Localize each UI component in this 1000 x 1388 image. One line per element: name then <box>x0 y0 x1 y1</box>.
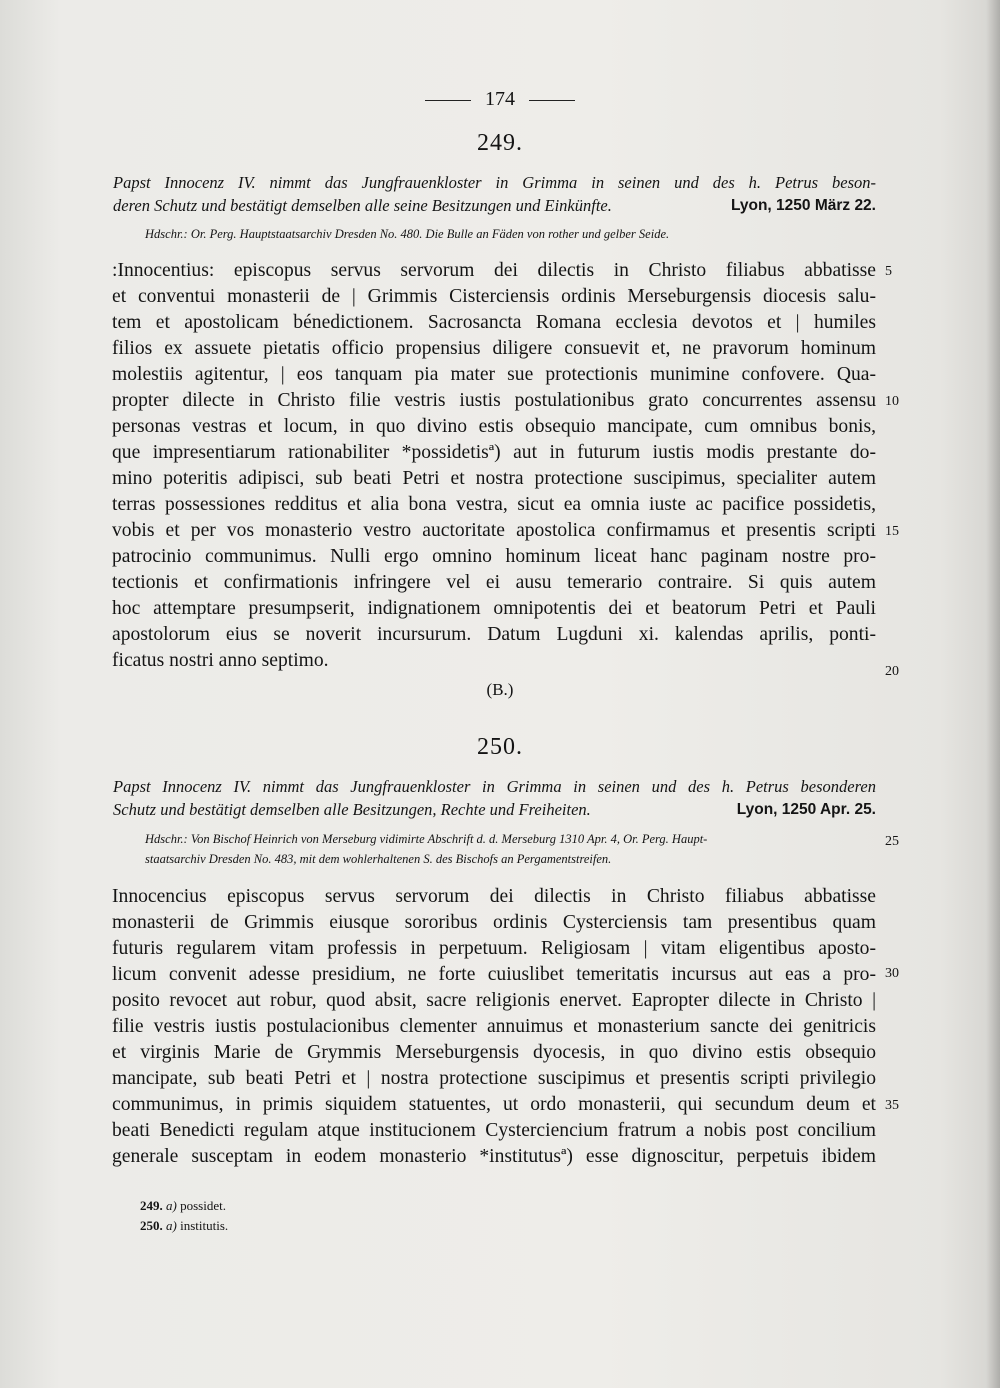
page-number <box>0 88 1000 111</box>
doc-250-text-line: monasterii de Grimmis eiusque sororibus ordinis Cysterciensis tam presentibus quam <box>112 912 876 933</box>
doc-250-text-line: futuris regularem vitam professis in perpetuum. Religiosam | vitam eligentibus aposto- <box>112 938 876 959</box>
page-number-left-rule <box>425 100 471 101</box>
page-number-right-rule <box>529 100 575 101</box>
doc-250-text-line: et virginis Marie de Grymmis Merseburgensis dyocesis, in quo divino estis obsequio <box>112 1042 876 1063</box>
footnote <box>140 1198 226 1214</box>
doc-250-regest <box>113 775 876 821</box>
margin-line-number: 20 <box>885 664 899 679</box>
doc-249-text-line: ficatus nostri anno septimo. <box>112 650 329 671</box>
margin-line-number: 25 <box>885 834 899 849</box>
doc-249-text-line: filios ex assuete pietatis officio propensius diligere consuevit et, ne pravorum hominum <box>112 338 876 359</box>
doc-249-regest-line-2 <box>113 194 876 217</box>
doc-249-regest-line-1: Papst Innocenz IV. nimmt das Jungfrauenkloster in Grimma in seinen und des h. Petrus beson- <box>113 173 876 192</box>
margin-line-number: 15 <box>885 524 899 539</box>
doc-249-text-line: tem et apostolicam bénedictionem. Sacrosancta Romana ecclesia devotos et | humiles <box>112 312 876 333</box>
doc-249-text-line: terras possessiones redditus et alia bona vestra, sicut ea omnia iuste ac pacifice possidetis, <box>112 494 876 515</box>
doc-249-text-line: apostolorum eius se noverit incursurum. Datum Lugduni xi. kalendas aprilis, ponti- <box>112 624 876 645</box>
doc-250-text-line: communimus, in primis siquidem statuentes, ut ordo monasterii, qui secundum deum et <box>112 1094 876 1115</box>
doc-250-text-line: beati Benedicti regulam atque institucionem Cysterciencium fratrum a nobis post concilium <box>112 1120 876 1141</box>
margin-line-number: 35 <box>885 1098 899 1113</box>
doc-249-seal-mark: (B.) <box>486 680 514 699</box>
doc-250-text-line: generale susceptam in eodem monasterio *institutusª) esse dignoscitur, perpetuis ibidem <box>112 1146 876 1167</box>
doc-250-source <box>145 829 876 869</box>
doc-249-regest-line-2-text: deren Schutz und bestätigt demselben alle seine Besitzungen und Einkünfte. <box>113 196 612 215</box>
doc-249-text-line: hoc attemptare presumpserit, indignationem omnipotentis dei et beatorum Petri et Pauli <box>112 598 876 619</box>
footnote-mark: a) <box>166 1218 177 1233</box>
doc-249-text-line: personas vestras et locum, in quo divino estis obsequio mancipate, cum omnibus bonis, <box>112 416 876 437</box>
doc-250-text-line: licum convenit adesse presidium, ne forte cuiuslibet temeritatis incursus aut eas a pro- <box>112 964 876 985</box>
doc-250-text-line: posito revocet aut robur, quod absit, sacre religionis enervet. Eapropter dilecte in Christo | <box>112 990 876 1011</box>
margin-line-number: 10 <box>885 394 899 409</box>
margin-line-number: 5 <box>885 264 892 279</box>
doc-249-text-line: :Innocentius: episcopus servus servorum dei dilectis in Christo filiabus abbatisse <box>112 260 876 281</box>
doc-249-text-line: tectionis et confirmationis infringere vel ei ausu temerario contraire. Si quis autem <box>112 572 876 593</box>
doc-249-text-line: vobis et per vos monasterio vestro auctoritate apostolica confirmamus et presentis scripti <box>112 520 876 541</box>
doc-249-text-line: patrocinio communimus. Nulli ergo omnino hominum liceat hanc paginam nostre pro- <box>112 546 876 567</box>
doc-250-source-line-2: staatsarchiv Dresden No. 483, mit dem wohlerhaltenen S. des Bischofs an Pergamentstreifen. <box>145 852 612 866</box>
doc-249-text-line: molestiis agitentur, | eos tanquam pia mater sue protectionis munimine confovere. Qua- <box>112 364 876 385</box>
doc-249-source: Hdschr.: Or. Perg. Hauptstaatsarchiv Dresden No. 480. Die Bulle an Fäden von rother und gelber Seide. <box>145 227 670 241</box>
doc-249-text-line: propter dilecte in Christo filie vestris iustis postulationibus grato concurrentes assensu <box>112 390 876 411</box>
doc-249-text-line: et conventui monasterii de | Grimmis Cisterciensis ordinis Merseburgensis diocesis salu- <box>112 286 876 307</box>
doc-250-regest-line-2-text: Schutz und bestätigt demselben alle Besitzungen, Rechte und Freiheiten. <box>113 800 591 819</box>
footnote-text: possidet. <box>180 1198 226 1213</box>
footnote <box>140 1218 228 1234</box>
doc-250-source-line-1: Hdschr.: Von Bischof Heinrich von Merseburg vidimirte Abschrift d. d. Merseburg 1310 Apr. 4, Or. Perg. Haupt- <box>145 832 708 846</box>
footnote-mark: a) <box>166 1198 177 1213</box>
doc-250-regest-line-2 <box>113 798 876 821</box>
doc-250-text-line: Innocencius episcopus servus servorum dei dilectis in Christo filiabus abbatisse <box>112 886 876 907</box>
footnote-ref: 249. <box>140 1198 163 1213</box>
doc-249-text-line: mino poteritis adipisci, sub beati Petri et nostra protectione suscipimus, specialiter autem <box>112 468 876 489</box>
footnote-text: institutis. <box>180 1218 229 1233</box>
page-number-value: 174 <box>485 88 515 110</box>
doc-249-regest <box>113 171 876 217</box>
footnote-ref: 250. <box>140 1218 163 1233</box>
margin-line-number: 30 <box>885 966 899 981</box>
doc-249-text-line: que impresentiarum rationabiliter *possidetisª) aut in futurum iustis modis prestante do- <box>112 442 876 463</box>
doc-250-text-line: mancipate, sub beati Petri et | nostra protectione suscipimus et presentis scripti privilegio <box>112 1068 876 1089</box>
doc-250-text-line: filie vestris iustis postulacionibus clementer annuimus et monasterium sancte dei genitricis <box>112 1016 876 1037</box>
doc-250-date: Lyon, 1250 Apr. 25. <box>736 801 876 818</box>
doc-249-number: 249. <box>477 130 523 156</box>
doc-249-date: Lyon, 1250 März 22. <box>730 197 876 214</box>
doc-250-number: 250. <box>477 734 523 760</box>
doc-250-regest-line-1: Papst Innocenz IV. nimmt das Jungfrauenkloster in Grimma in seinen und des h. Petrus besonderen <box>113 777 876 796</box>
